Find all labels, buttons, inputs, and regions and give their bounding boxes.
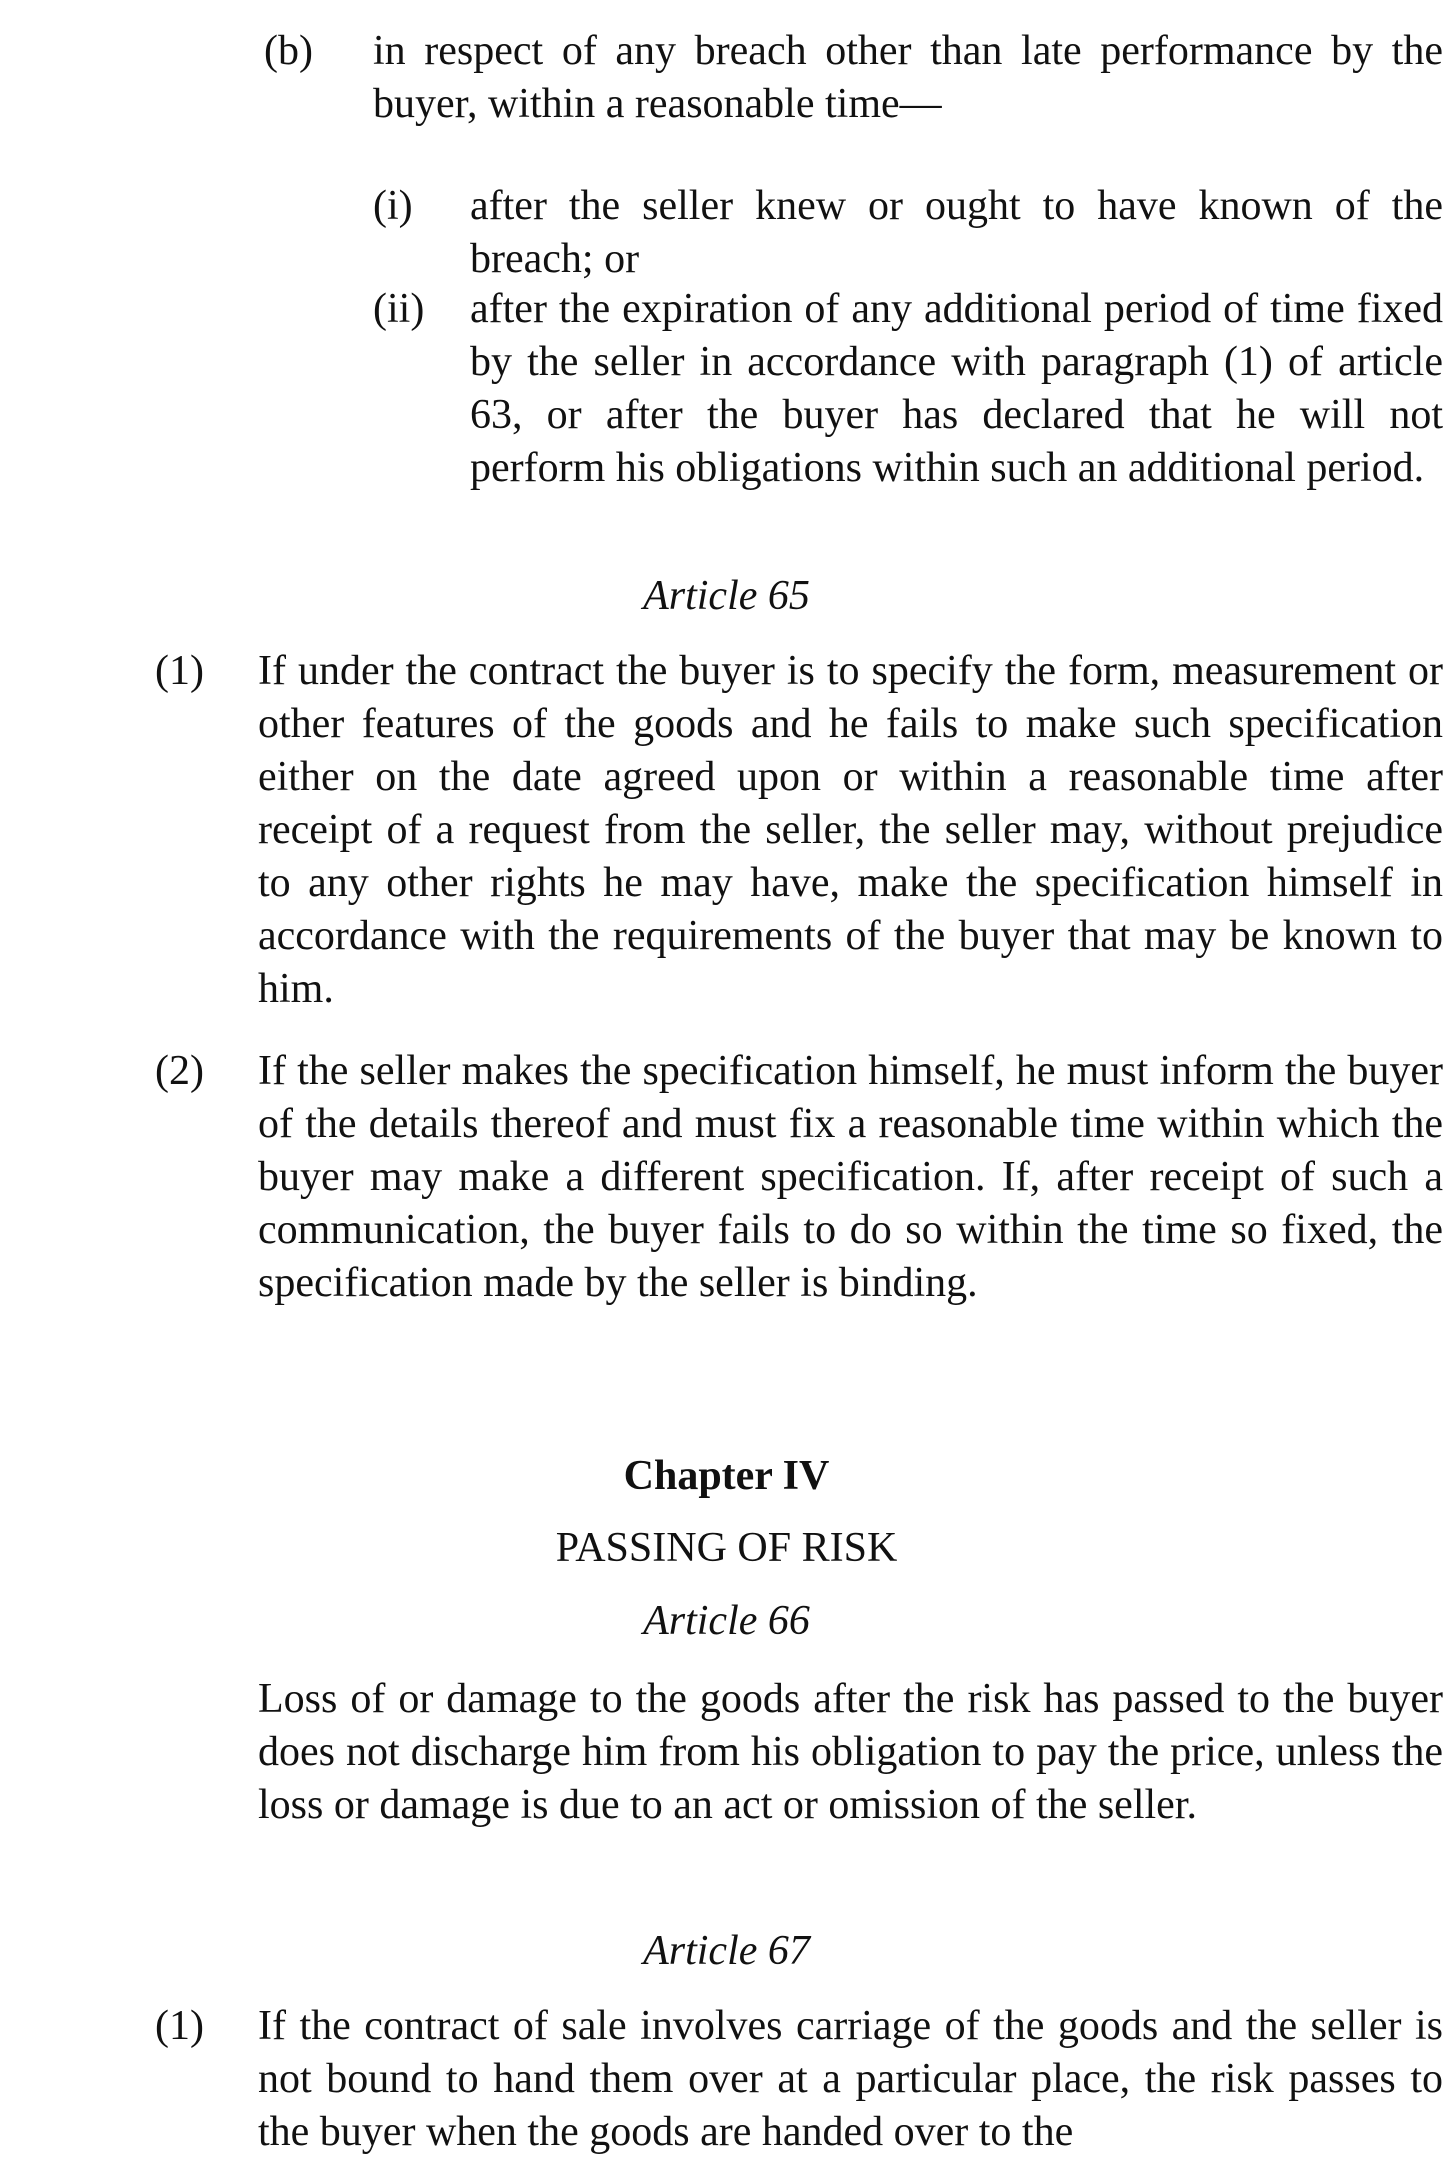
item-i-label: (i) bbox=[373, 183, 413, 229]
article-66-heading: Article 66 bbox=[643, 1598, 810, 1644]
art65-para-2-label: (2) bbox=[155, 1048, 204, 1094]
item-i-text: after the seller knew or ought to have known of the breach; or bbox=[470, 183, 1443, 282]
article-67-heading: Article 67 bbox=[643, 1928, 810, 1974]
art67-para-1-text: If the contract of sale involves carriage of the goods and the seller is not bound to hand them over at a particular place, the risk passes to the buyer when the goods are handed over to the bbox=[258, 2003, 1443, 2155]
item-ii-text: after the expiration of any additional period of time fixed by the seller in accordance with paragraph (1) of article 63, or after the buyer has declared that he will not perform his obligations within such an additional period. bbox=[470, 286, 1443, 491]
article-65-heading: Article 65 bbox=[643, 573, 810, 619]
chapter-subtitle: PASSING OF RISK bbox=[555, 1525, 898, 1571]
subparagraph-b-text: in respect of any breach other than late performance by the buyer, within a reasonable time— bbox=[373, 28, 1443, 127]
art65-para-1-label: (1) bbox=[155, 648, 204, 694]
art65-para-2-text: If the seller makes the specification himself, he must inform the buyer of the details thereof and must fix a reasonable time within which the buyer may make a different specification. If, after receipt of such a communication, the buyer fails to do so within the time so fixed, the specification made by the seller is binding. bbox=[258, 1048, 1443, 1306]
chapter-title: Chapter IV bbox=[623, 1453, 830, 1499]
art67-para-1-label: (1) bbox=[155, 2003, 204, 2049]
art65-para-1-text: If under the contract the buyer is to specify the form, measurement or other features of the goods and he fails to make such specification either on the date agreed upon or within a reasonable time after receipt of a request from the seller, the seller may, without prejudice to any other rights he may have, make the specification himself in accordance with the requirements of the buyer that may be known to him. bbox=[258, 648, 1443, 1012]
art66-text: Loss of or damage to the goods after the risk has passed to the buyer does not discharge him from his obligation to pay the price, unless the loss or damage is due to an act or omission of the seller. bbox=[258, 1676, 1443, 1828]
item-ii-label: (ii) bbox=[373, 286, 425, 332]
subparagraph-b-label: (b) bbox=[264, 28, 313, 74]
